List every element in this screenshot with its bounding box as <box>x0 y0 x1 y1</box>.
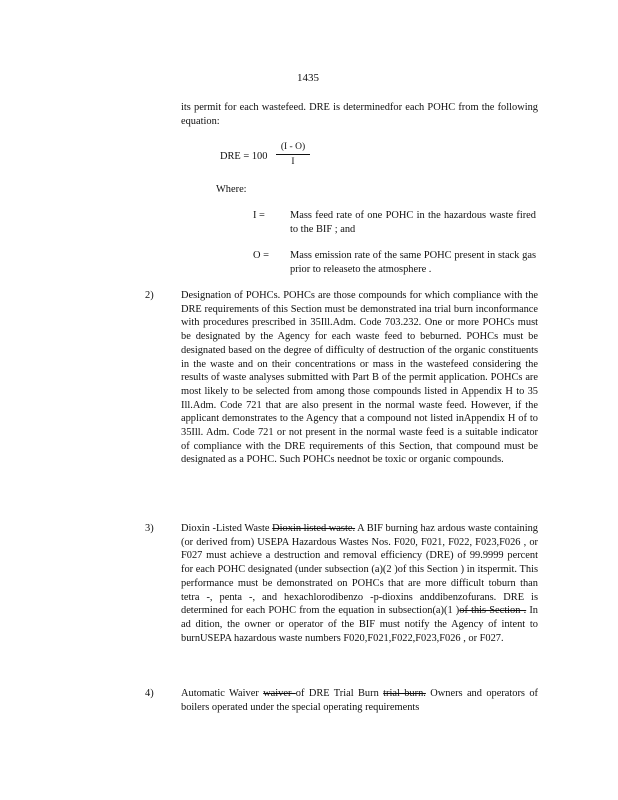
item-3-text-part-2: A BIF burning haz ardous waste containing (or derived from) USEPA Hazardous Wastes Nos. F020, F021, F022, F023,F026 , or F027 must achieve a destruction and removal efficiency (DRE) of 99.9999 percent for each POHC designated (under subsection (a)(2 )of this Section ) in itspermit. This performance must be demonstrated on POHCs that are more difficult toburn than tetra -, penta -, and hexachlorodibenzo -p-dioxins anddibenzofurans. DRE is determined for each POHC from the equation in subsection(a)(1 ) <box>181 523 538 617</box>
definition-symbol-i: I = <box>253 210 265 221</box>
item-4-deleted-text-1: waiver <box>263 688 296 699</box>
item-3-number: 3) <box>145 523 154 534</box>
item-3-deleted-text-2: of this Section . <box>459 605 527 617</box>
item-3-text <box>181 522 538 645</box>
item-4-text-part-1: Automatic Waiver <box>181 688 264 699</box>
item-4-text <box>181 687 538 714</box>
item-3-deleted-text-1: Dioxin listed waste. <box>272 523 356 534</box>
where-label: Where: <box>216 184 247 195</box>
definition-text-o: Mass emission rate of the same POHC present in stack gas prior to releaseto the atmosphere . <box>290 250 536 275</box>
item-4-text-part-2: of DRE Trial Burn <box>295 688 384 699</box>
item-4-number: 4) <box>145 688 154 699</box>
equation-lhs: DRE = 100 <box>220 151 268 162</box>
intro-paragraph: its permit for each wastefeed. DRE is determinedfor each POHC from the following equation: <box>181 102 538 127</box>
page-number: 1435 <box>297 72 319 84</box>
item-4-deleted-text-2: trial burn. <box>383 688 426 699</box>
definition-text-i: Mass feed rate of one POHC in the hazardous waste fired to the BIF ; and <box>290 210 536 235</box>
item-3-text-part-1: Dioxin -Listed Waste <box>181 523 273 534</box>
definition-symbol-o: O = <box>253 250 269 261</box>
equation-fraction <box>276 141 310 168</box>
item-3-text-part-3: In ad dition, the owner or operator of the BIF must notify the Agency of intent to burnUSEPA hazardous waste numbers F020,F021,F022,F023,F026 , or F027. <box>181 605 538 644</box>
equation-numerator: (I - O) <box>276 141 310 155</box>
equation-denominator: I <box>291 157 295 167</box>
item-2-number: 2) <box>145 290 154 301</box>
item-2-text: Designation of POHCs. POHCs are those compounds for which compliance with the DRE requirements of this Section must be demonstrated ina trial burn inconformance with procedures prescribed in 35Ill.Adm. Code 703.232. One or more POHCs must be designated by the Agency for each waste feed to beburned. POHCs must be designated based on the degree of difficulty of destruction of the organic constituents in the waste and on their concentrations or mass in the wastefeed considering the results of waste analyses submitted with Part B of the permit application. POHCs are most likely to be selected from among those compounds listed in Appendix H to 35 Ill.Adm. Code 721 that are also present in the normal waste feed. However, if the applicant demonstrates to the Agency that a compound not listed inAppendix H of to 35Ill. Adm. Code 721 or not present in the normal waste feed is a suitable indicator of compliance with the DRE requirements of this Section, that compound must be designated as a POHC. Such POHCs neednot be toxic or organic compounds. <box>181 290 538 466</box>
item-4-text-part-3: Owners and operators of boilers operated under the special operating requirements <box>181 688 539 713</box>
